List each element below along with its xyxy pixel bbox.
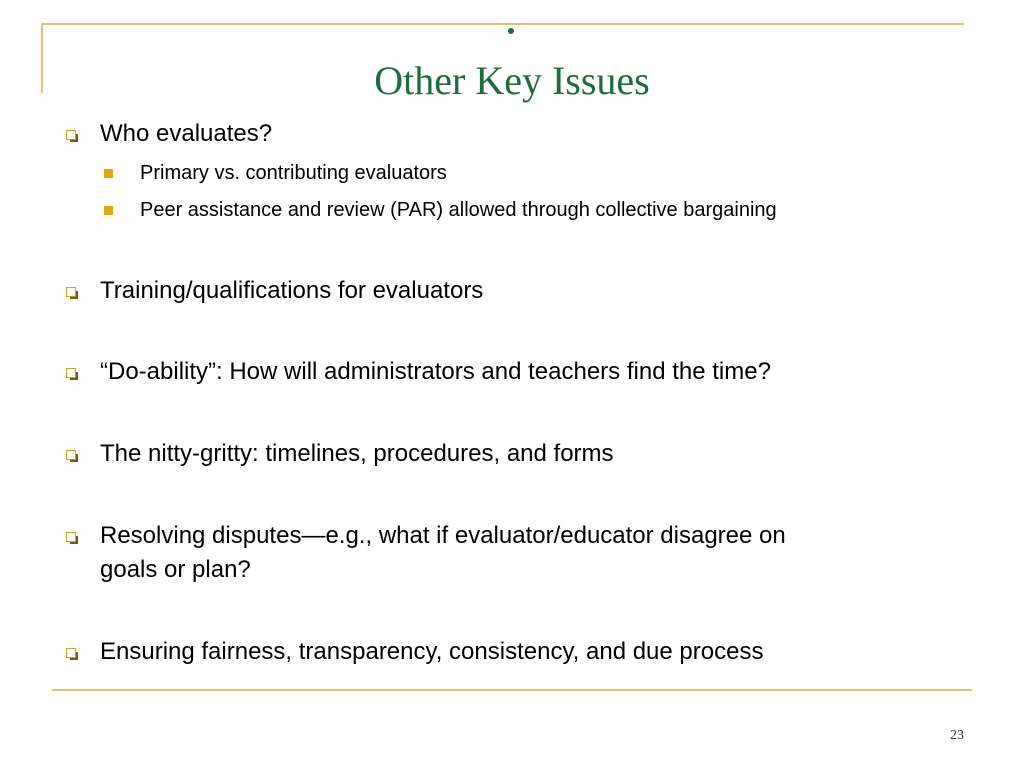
square-bullet-icon [66, 648, 76, 658]
slide-title: Other Key Issues [374, 58, 650, 103]
sub-bullet-text: Primary vs. contributing evaluators [140, 162, 447, 184]
filled-square-bullet-icon [104, 169, 113, 178]
page-number: 23 [950, 728, 964, 743]
bullet-text: The nitty-gritty: timelines, procedures, and forms [100, 440, 614, 467]
filled-square-bullet-icon [104, 206, 113, 215]
bullet-text-line2: goals or plan? [100, 556, 251, 583]
bullet-text: Who evaluates? [100, 120, 273, 147]
square-bullet-icon [66, 287, 76, 297]
bullet-text: Training/qualifications for evaluators [100, 277, 484, 304]
square-bullet-icon [66, 532, 76, 542]
sub-bullet-text: Peer assistance and review (PAR) allowed through collective bargaining [140, 199, 777, 221]
bottom-rule [52, 689, 972, 691]
bullet-text-line1: Resolving disputes—e.g., what if evaluator/educator disagree on [100, 522, 786, 549]
bullet-text: “Do-ability”: How will administrators and teachers find the time? [100, 358, 771, 385]
square-bullet-icon [66, 130, 76, 140]
square-bullet-icon [66, 368, 76, 378]
square-bullet-icon [66, 450, 76, 460]
bullet-text: Ensuring fairness, transparency, consistency, and due process [100, 638, 764, 665]
